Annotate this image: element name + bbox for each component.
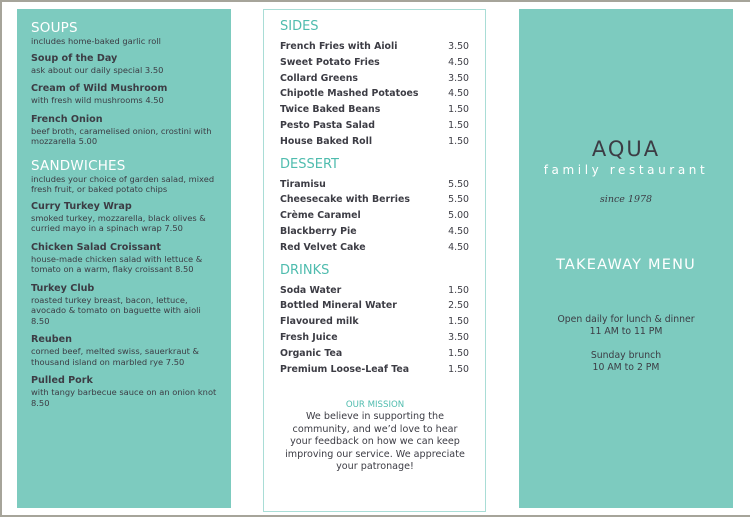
item-price: 4.50 — [448, 56, 469, 68]
item-name: Chicken Salad Croissant — [31, 241, 161, 253]
menu-row — [280, 208, 470, 224]
menu-row — [280, 71, 470, 87]
menu-row — [280, 118, 470, 134]
restaurant-tagline: family restaurant — [543, 163, 709, 177]
item-description: with tangy barbecue sauce on an onion knot 8.50 — [31, 387, 217, 408]
item-name: Turkey Club — [31, 282, 95, 294]
item-name: Fresh Juice — [280, 331, 338, 343]
item-price: 3.50 — [448, 72, 469, 84]
section-title: DRINKS — [280, 262, 330, 278]
item-price: 3.50 — [448, 41, 469, 52]
sides-section — [280, 19, 470, 150]
item-name: Cream of Wild Mushroom — [31, 83, 168, 94]
section-title: DESSERT — [280, 156, 339, 172]
menu-item — [31, 375, 219, 408]
menu-item — [31, 114, 219, 147]
item-price: 5.00 — [448, 210, 469, 222]
mission-text: We believe in supporting the community, and we’d love to hear your feedback on how we can keep improving our service. We appreciate your patronage! — [285, 411, 465, 472]
item-name: Bottled Mineral Water — [280, 300, 397, 312]
menu-row — [280, 362, 470, 378]
dessert-section — [280, 157, 470, 256]
item-name: Organic Tea — [280, 347, 343, 359]
item-name: House Baked Roll — [280, 135, 373, 147]
menu-item — [31, 283, 219, 327]
item-price: 1.50 — [448, 119, 469, 131]
item-description: roasted turkey breast, bacon, lettuce, avocado & tomato on baguette with aioli 8.50 — [31, 294, 201, 326]
item-name: Pulled Pork — [31, 375, 93, 386]
item-description: house-made chicken salad with lettuce & tomato on a warm, flaky croissant 8.50 — [31, 253, 203, 274]
item-name: Crème Caramel — [280, 210, 361, 222]
item-price: 2.50 — [448, 300, 469, 312]
item-name: Chipotle Mashed Potatoes — [280, 88, 419, 100]
section-title: SANDWICHES — [31, 157, 126, 174]
middle-panel — [263, 9, 486, 512]
menu-item — [31, 53, 219, 76]
menu-row — [280, 346, 470, 362]
mission-section — [280, 400, 470, 473]
item-name: Premium Loose-Leaf Tea — [280, 363, 410, 375]
item-name: Tiramisu — [280, 178, 326, 190]
item-description: corned beef, melted swiss, sauerkraut & thousand island on marbled rye 7.50 — [31, 346, 200, 367]
item-description: beef broth, caramelised onion, crostini with mozzarella 5.00 — [31, 125, 212, 146]
menu-row — [280, 298, 470, 314]
left-panel — [17, 9, 231, 508]
menu-row — [280, 55, 470, 71]
item-description: with fresh wild mushrooms 4.50 — [31, 95, 164, 105]
menu-row — [280, 240, 470, 256]
item-name: Soup of the Day — [31, 52, 118, 64]
section-title: SIDES — [280, 19, 319, 34]
menu-item — [31, 201, 219, 234]
menu-item — [31, 334, 219, 367]
item-price: 5.50 — [448, 178, 469, 190]
hours-time: 10 AM to 2 PM — [592, 362, 660, 373]
item-price: 1.50 — [448, 135, 469, 147]
menu-row — [280, 330, 470, 346]
item-name: French Fries with Aioli — [280, 41, 398, 52]
hours-label: Open daily for lunch & dinner — [557, 314, 695, 325]
item-price: 4.50 — [448, 241, 469, 253]
menu-row — [280, 192, 470, 208]
item-price: 1.50 — [448, 363, 469, 375]
item-name: Soda Water — [280, 284, 342, 296]
item-name: Red Velvet Cake — [280, 241, 366, 253]
item-name: Reuben — [31, 334, 72, 345]
menu-row — [280, 314, 470, 330]
restaurant-name: AQUA — [591, 137, 661, 161]
hours-block — [519, 350, 733, 374]
item-name: Pesto Pasta Salad — [280, 119, 375, 131]
item-price: 1.50 — [448, 347, 469, 359]
item-price: 3.50 — [448, 331, 469, 343]
item-name: Twice Baked Beans — [280, 104, 381, 116]
since-year: since 1978 — [599, 194, 653, 205]
sandwiches-section — [31, 158, 219, 409]
menu-item — [31, 242, 219, 275]
item-price: 1.50 — [448, 284, 469, 296]
soups-section — [31, 20, 219, 147]
item-name: Cheesecake with Berries — [280, 194, 410, 206]
menu-row — [280, 224, 470, 240]
section-subtitle: includes your choice of garden salad, mixed fresh fruit, or baked potato chips — [31, 173, 215, 194]
cover-panel — [519, 9, 733, 508]
menu-row — [280, 283, 470, 299]
section-title: SOUPS — [31, 20, 78, 36]
menu-row — [280, 102, 470, 118]
hours-label: Sunday brunch — [590, 350, 662, 361]
menu-row — [280, 86, 470, 102]
item-name: Sweet Potato Fries — [280, 56, 380, 68]
drinks-section — [280, 263, 470, 378]
takeaway-menu-title: TAKEAWAY MENU — [556, 257, 696, 273]
section-subtitle: includes home-baked garlic roll — [31, 36, 161, 46]
menu-row — [280, 134, 470, 150]
item-price: 5.50 — [448, 194, 469, 206]
hours-time: 11 AM to 11 PM — [589, 326, 663, 337]
item-name: Flavoured milk — [280, 316, 359, 328]
item-price: 1.50 — [448, 104, 469, 116]
item-price: 1.50 — [448, 316, 469, 328]
mission-title: OUR MISSION — [345, 400, 405, 411]
menu-row — [280, 39, 470, 55]
item-price: 4.50 — [448, 225, 469, 237]
hours-block — [519, 314, 733, 338]
item-price: 4.50 — [448, 88, 469, 100]
menu-row — [280, 177, 470, 193]
item-description: smoked turkey, mozzarella, black olives & curried mayo in a spinach wrap 7.50 — [31, 212, 206, 233]
item-name: Blackberry Pie — [280, 225, 357, 237]
item-description: ask about our daily special 3.50 — [31, 64, 164, 75]
item-name: Curry Turkey Wrap — [31, 200, 132, 212]
menu-item — [31, 83, 219, 106]
item-name: French Onion — [31, 113, 103, 125]
item-name: Collard Greens — [280, 72, 358, 84]
